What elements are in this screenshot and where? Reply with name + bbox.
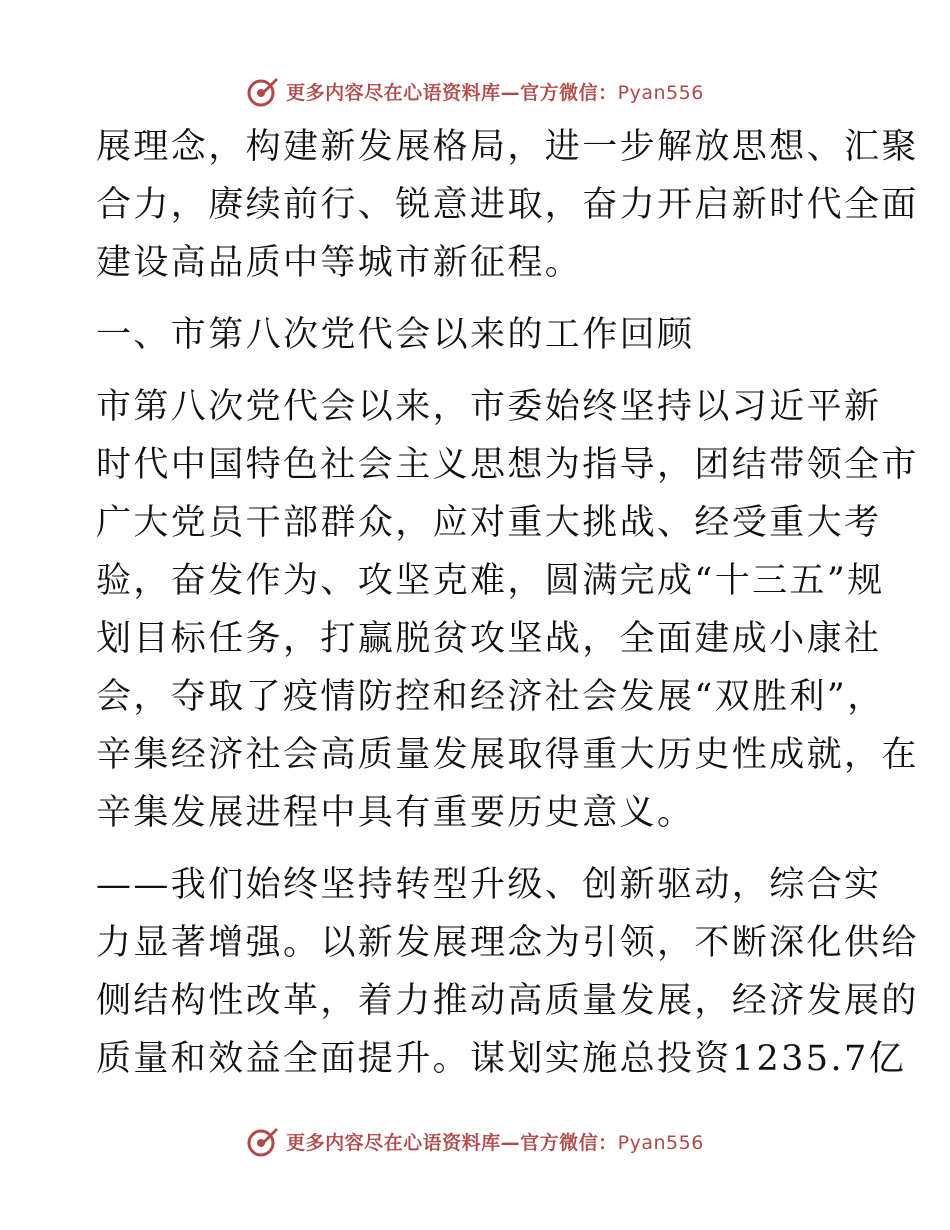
watermark-main: 更多内容尽在心语资料库—官方微信：	[286, 81, 618, 104]
section-heading	[96, 306, 856, 364]
watermark-main: 更多内容尽在心语资料库—官方微信：	[286, 1131, 618, 1154]
watermark-text	[286, 78, 704, 105]
watermark-banner-top	[0, 71, 950, 111]
text-line: 力显著增强。以新发展理念为引领，不断深化供给	[96, 923, 919, 963]
text-line: 时代中国特色社会主义思想为指导，团结带领全市	[96, 445, 919, 485]
quill-circle-icon	[246, 74, 280, 108]
text-line: 划目标任务，打赢脱贫攻坚战，全面建成小康社	[96, 619, 882, 659]
text-line: 验，奋发作为、攻坚克难，圆满完成“十三五”规	[96, 561, 885, 601]
paragraph-intro	[96, 118, 919, 292]
text-line: 质量和效益全面提升。谋划实施总投资1235.7亿	[96, 1039, 907, 1079]
text-line: ——我们始终坚持转型升级、创新驱动，综合实	[96, 865, 882, 905]
text-line: 市第八次党代会以来，市委始终坚持以习近平新	[96, 387, 882, 427]
text-line: 辛集经济社会高质量发展取得重大历史性成就，在	[96, 735, 919, 775]
text-line: 广大党员干部群众，应对重大挑战、经受重大考	[96, 503, 882, 543]
paragraph-transformation	[96, 856, 919, 1088]
text-line: 会，夺取了疫情防控和经济社会发展“双胜利”，	[96, 677, 885, 717]
text-line: 合力，赓续前行、锐意进取，奋力开启新时代全面	[96, 185, 919, 225]
watermark-text	[286, 1128, 704, 1155]
document-page	[96, 118, 919, 1088]
quill-circle-icon	[246, 1124, 280, 1158]
watermark-id: Pyan556	[617, 81, 704, 104]
text-line: 辛集发展进程中具有重要历史意义。	[96, 793, 695, 833]
paragraph-review	[96, 378, 919, 842]
heading-line: 一、市第八次党代会以来的工作回顾	[96, 315, 695, 355]
text-line: 侧结构性改革，着力推动高质量发展，经济发展的	[96, 981, 919, 1021]
watermark-banner-bottom	[0, 1121, 950, 1161]
text-line: 展理念，构建新发展格局，进一步解放思想、汇聚	[96, 127, 919, 167]
watermark-id: Pyan556	[617, 1131, 704, 1154]
text-line: 建设高品质中等城市新征程。	[96, 243, 583, 283]
